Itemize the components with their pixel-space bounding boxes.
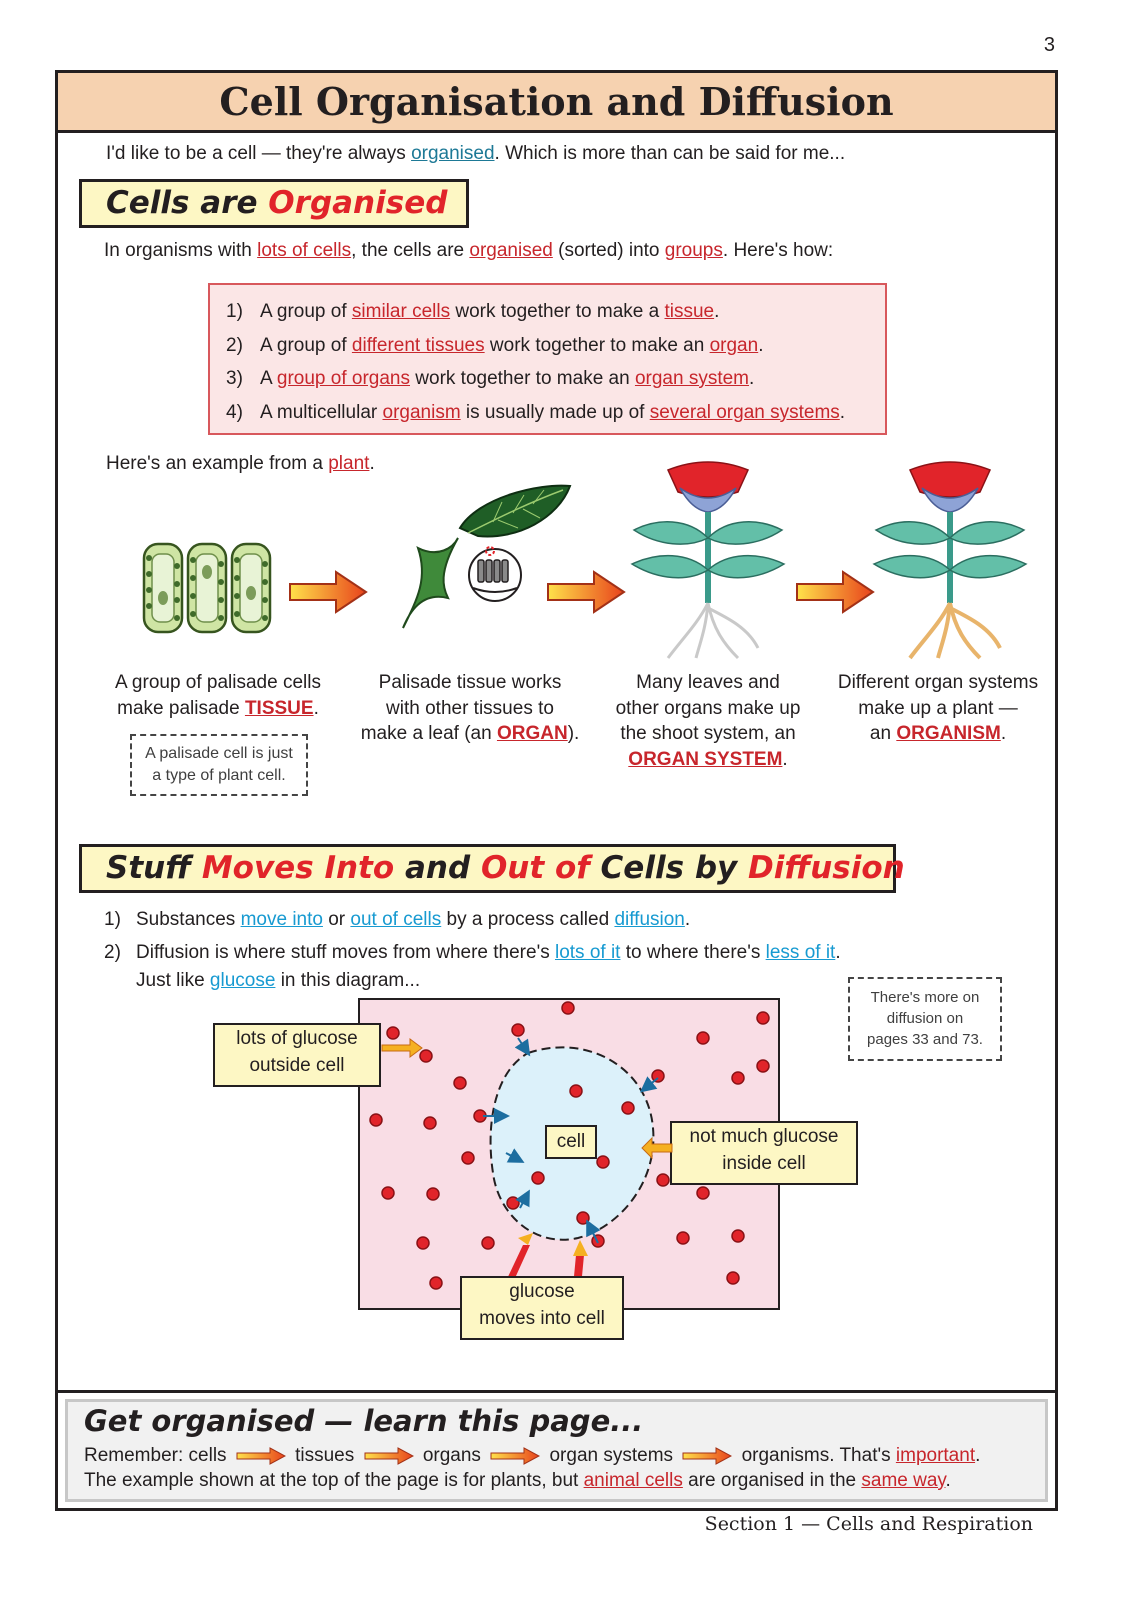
intro-after: . Which is more than can be said for me... <box>494 143 846 164</box>
caption-text: make palisade <box>117 697 245 719</box>
caption-end: . <box>782 748 788 770</box>
intro-before: I'd like to be a cell — they're always <box>106 143 412 164</box>
plant-organism-illustration <box>870 458 1030 663</box>
step-key: organism <box>382 401 461 423</box>
heading-part-red: Diffusion <box>748 850 905 886</box>
page-frame <box>55 70 1058 1511</box>
list-key: less of it <box>765 942 836 963</box>
list-text: or <box>322 909 351 930</box>
arrow-right-icon <box>490 1447 540 1465</box>
caption-key: ORGAN <box>496 723 568 744</box>
step-key: different tissues <box>351 334 485 356</box>
lead-l3: groups <box>664 240 723 261</box>
caption-end: . <box>313 697 319 719</box>
list-key: move into <box>240 909 323 930</box>
heading-diffusion <box>79 844 905 893</box>
summary-text: Remember: cells <box>84 1445 227 1466</box>
list-text: . <box>684 909 691 930</box>
step-key: organ system <box>634 368 749 389</box>
heading-part: Cells are <box>106 185 269 221</box>
lead-text <box>104 240 833 262</box>
caption-line: Many leaves and <box>636 672 780 693</box>
caption-line: other organs make up <box>615 697 801 719</box>
caption-line: Different organ systems <box>837 672 1039 693</box>
palisade-note <box>130 734 308 796</box>
list-number: 1) <box>104 909 121 930</box>
list-text: Just like <box>136 970 210 991</box>
arrow-right-icon <box>546 569 626 615</box>
list-number: 2) <box>104 942 121 963</box>
caption-key: ORGAN SYSTEM <box>628 748 783 770</box>
heading-part-red: Out of <box>480 850 590 886</box>
heading-part-red: Moves Into <box>201 850 395 886</box>
step-text: work together to make a <box>450 301 665 322</box>
summary-box <box>58 1390 1055 1508</box>
step-number: 2) <box>226 334 243 356</box>
heading-part: Stuff <box>106 850 202 886</box>
step-text: . <box>749 368 755 389</box>
list-text: Substances <box>136 909 241 930</box>
step-item <box>226 362 885 396</box>
heading-part: Cells by <box>589 850 749 886</box>
list-text: in this diagram... <box>275 970 421 991</box>
intro-text <box>106 143 845 165</box>
arrow-right-icon <box>795 569 875 615</box>
label-line: outside cell <box>249 1055 345 1076</box>
caption-end: ). <box>567 723 580 744</box>
caption-line <box>818 721 1058 747</box>
heading-part-red: Organised <box>268 185 448 221</box>
summary-text: . <box>945 1470 951 1491</box>
step-item <box>226 329 885 363</box>
step-text: A group of <box>260 334 352 356</box>
list-item <box>104 936 841 969</box>
caption-text: make a leaf (an <box>360 723 497 744</box>
label-glucose-moves-into-cell <box>460 1276 624 1340</box>
title-bar <box>58 73 1055 133</box>
arrow-left-icon <box>640 1135 674 1161</box>
summary-key: important <box>895 1445 976 1466</box>
label-not-much-glucose <box>670 1121 858 1185</box>
arrow-right-icon <box>682 1447 732 1465</box>
heading-cells-organised <box>79 179 469 228</box>
label-line: cell <box>556 1131 586 1152</box>
step-text: . <box>758 334 764 356</box>
example-t1: Here's an example from a <box>106 453 329 474</box>
list-continuation <box>104 969 841 993</box>
summary-text: . <box>975 1445 981 1466</box>
caption-end: . <box>1000 723 1007 744</box>
list-key: diffusion <box>614 909 685 930</box>
heading-part: and <box>394 850 481 886</box>
list-text: Diffusion is where stuff moves from where there's <box>136 942 555 963</box>
label-line: lots of glucose <box>236 1028 358 1049</box>
arrow-right-icon <box>380 1037 424 1059</box>
summary-text: organs <box>422 1445 481 1466</box>
caption-line <box>350 721 590 747</box>
caption-line: make up a plant — <box>858 697 1018 719</box>
summary-heading: Get organised — learn this page... <box>84 1404 644 1438</box>
step-item <box>226 396 885 430</box>
caption-line: A group of palisade cells <box>115 672 321 693</box>
caption-line: the shoot system, an <box>620 723 796 744</box>
plant-shoot-system-illustration <box>628 458 788 663</box>
summary-text: organisms. That's <box>741 1445 896 1466</box>
step-text: work together to make an <box>484 334 710 356</box>
lead-t4: . Here's how: <box>722 240 834 261</box>
step-text: . <box>839 401 846 423</box>
step-text: A <box>260 368 277 389</box>
summary-line-2 <box>84 1470 951 1492</box>
summary-inner <box>65 1399 1048 1502</box>
caption-organ <box>350 670 590 747</box>
summary-text: organ systems <box>549 1445 674 1466</box>
step-key: group of organs <box>276 368 410 389</box>
step-number: 4) <box>226 401 243 423</box>
caption-tissue <box>98 670 338 721</box>
arrow-right-icon <box>236 1447 286 1465</box>
step-key: organ <box>709 334 759 356</box>
caption-text: an <box>869 723 897 744</box>
lead-l2: organised <box>469 240 553 261</box>
step-key: tissue <box>664 301 715 322</box>
steps-box <box>208 283 887 435</box>
palisade-cells-illustration <box>138 538 278 638</box>
label-line: glucose <box>509 1281 575 1302</box>
diffusion-note <box>848 977 1002 1061</box>
list-key: glucose <box>209 970 276 991</box>
caption-key: TISSUE <box>244 697 314 719</box>
label-lots-of-glucose <box>213 1023 381 1087</box>
label-line: inside cell <box>722 1153 806 1174</box>
arrow-right-icon <box>364 1447 414 1465</box>
list-text: . <box>835 942 841 963</box>
example-t2: . <box>369 453 375 474</box>
note-line: There's more on <box>870 989 980 1006</box>
lead-t3: (sorted) into <box>552 240 665 261</box>
list-key: lots of it <box>554 942 621 963</box>
diffusion-list <box>104 903 841 993</box>
note-line: pages 33 and 73. <box>867 1031 983 1048</box>
lead-t1: In organisms with <box>104 240 258 261</box>
caption-line <box>588 747 828 773</box>
note-line: diffusion on <box>886 1010 964 1027</box>
summary-key: same way <box>861 1470 946 1491</box>
summary-line-1 <box>84 1445 980 1467</box>
caption-organ-system <box>588 670 828 772</box>
summary-text: The example shown at the top of the page is for plants, but <box>84 1470 584 1491</box>
label-line: moves into cell <box>479 1308 605 1329</box>
step-key: several organ systems <box>649 401 840 423</box>
step-text: . <box>714 301 720 322</box>
summary-key: animal cells <box>583 1470 683 1491</box>
page-number: 3 <box>1043 34 1055 56</box>
label-line: not much glucose <box>689 1126 839 1147</box>
summary-text: are organised in the <box>682 1470 862 1491</box>
step-number: 1) <box>226 301 243 322</box>
step-text: work together to make an <box>410 368 635 389</box>
arrow-right-icon <box>288 569 368 615</box>
section-footer: Section 1 — Cells and Respiration <box>704 1513 1033 1535</box>
step-number: 3) <box>226 368 243 389</box>
caption-line: with other tissues to <box>386 697 554 719</box>
step-text: A group of <box>260 301 352 322</box>
note-line: a type of plant cell. <box>152 767 286 784</box>
caption-line <box>98 696 338 722</box>
step-item <box>226 295 885 329</box>
caption-organism <box>818 670 1058 747</box>
lead-l1: lots of cells <box>257 240 352 261</box>
step-text: is usually made up of <box>460 401 650 423</box>
summary-text: tissues <box>295 1445 355 1466</box>
lead-t2: , the cells are <box>351 240 470 261</box>
list-text: to where there's <box>620 942 766 963</box>
caption-line: Palisade tissue works <box>378 672 562 693</box>
caption-key: ORGANISM <box>896 723 1001 744</box>
label-cell <box>545 1125 597 1159</box>
list-text: by a process called <box>441 909 615 930</box>
example-link: plant <box>328 453 370 474</box>
intro-link: organised <box>411 143 495 164</box>
note-line: A palisade cell is just <box>145 745 293 762</box>
example-text <box>106 453 375 475</box>
list-item <box>104 903 841 936</box>
list-key: out of cells <box>350 909 442 930</box>
page-title: Cell Organisation and Diffusion <box>219 79 894 124</box>
step-key: similar cells <box>351 301 451 322</box>
step-text: A multicellular <box>260 401 383 423</box>
